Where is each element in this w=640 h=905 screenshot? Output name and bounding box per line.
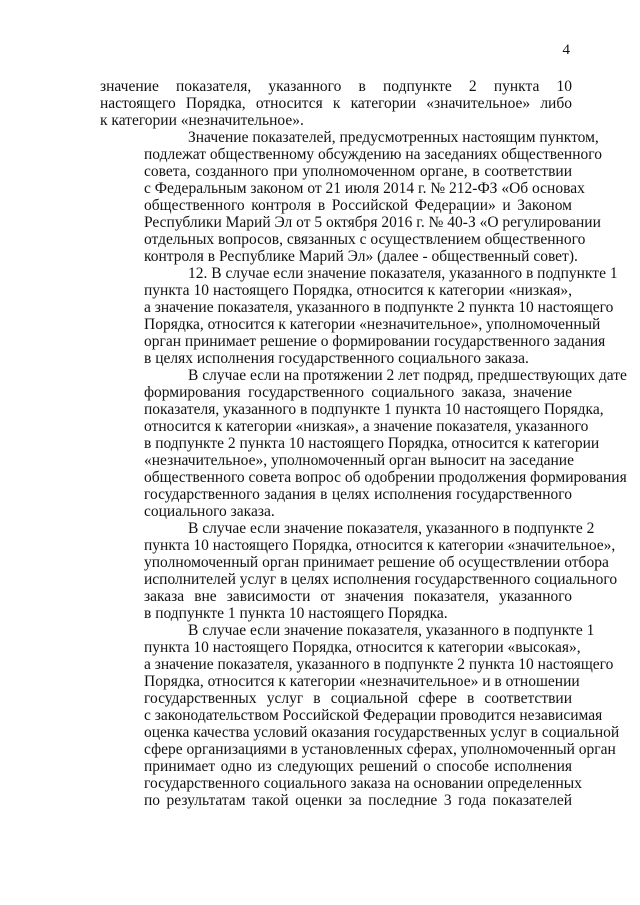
text-line: к категории «незначительное». bbox=[100, 112, 304, 129]
text-line: Значение показателей, предусмотренных настоящим пунктом, bbox=[188, 129, 599, 146]
text-line: сфере организациями в установленных сферах, уполномоченный орган bbox=[144, 741, 616, 758]
text-line: показателя, указанного в подпункте 1 пункта 10 настоящего Порядка, bbox=[144, 401, 604, 418]
paragraph bbox=[100, 367, 627, 520]
text-line: оценка качества условий оказания государственных услуг в социальной bbox=[144, 724, 620, 741]
text-line: в подпункте 2 пункта 10 настоящего Порядка, относится к категории bbox=[144, 435, 600, 452]
text-line: Республики Марий Эл от 5 октября 2016 г. № 40-З «О регулировании bbox=[144, 214, 601, 231]
text-line: пункта 10 настоящего Порядка, относится к категории «значительное», bbox=[144, 537, 616, 554]
text-line: по результатам такой оценки за последние 3 года показателей bbox=[144, 792, 572, 809]
text-line: государственных услуг в социальной сфере в соответствии bbox=[144, 690, 572, 707]
text-line: государственного социального заказа на основании определенных bbox=[144, 775, 582, 792]
text-line: относится к категории «низкая», а значение показателя, указанного bbox=[144, 418, 589, 435]
text-line: Порядка, относится к категории «незначительное», уполномоченный bbox=[144, 316, 601, 333]
text-line: В случае если на протяжении 2 лет подряд, предшествующих дате bbox=[188, 367, 627, 384]
paragraph bbox=[100, 78, 572, 129]
text-line: заказа вне зависимости от значения показателя, указанного bbox=[144, 588, 572, 605]
text-line: совета, созданного при уполномоченном органе, в соответствии bbox=[144, 163, 572, 180]
text-line: а значение показателя, указанного в подпункте 2 пункта 10 настоящего bbox=[144, 299, 614, 316]
text-line: уполномоченный орган принимает решение об осуществлении отбора bbox=[144, 554, 609, 571]
paragraph bbox=[100, 622, 620, 809]
text-line: принимает одно из следующих решений о способе исполнения bbox=[144, 758, 572, 775]
text-line: государственного задания в целях исполнения государственного bbox=[144, 486, 572, 503]
text-line: в целях исполнения государственного социального заказа. bbox=[144, 350, 529, 367]
text-line: формирования государственного социального заказа, значение bbox=[144, 384, 572, 401]
text-line: социального заказа. bbox=[144, 503, 275, 520]
page-number: 4 bbox=[562, 42, 570, 58]
text-line: орган принимает решение о формировании государственного задания bbox=[144, 333, 606, 350]
text-line: пункта 10 настоящего Порядка, относится к категории «высокая», bbox=[144, 639, 581, 656]
text-line: «незначительное», уполномоченный орган выносит на заседание bbox=[144, 452, 574, 469]
paragraph bbox=[100, 129, 602, 265]
text-line: а значение показателя, указанного в подпункте 2 пункта 10 настоящего bbox=[144, 656, 614, 673]
text-line: Порядка, относится к категории «незначительное» и в отношении bbox=[144, 673, 580, 690]
text-line: В случае если значение показателя, указанного в подпункте 2 bbox=[188, 520, 595, 537]
text-line: с законодательством Российской Федерации проводится независимая bbox=[144, 707, 603, 724]
text-line: пункта 10 настоящего Порядка, относится к категории «низкая», bbox=[144, 282, 572, 299]
text-line: общественного совета вопрос об одобрении продолжения формирования bbox=[144, 469, 627, 486]
text-line: контроля в Республике Марий Эл» (далее - общественный совет). bbox=[144, 248, 578, 265]
text-line: настоящего Порядка, относится к категории «значительное» либо bbox=[100, 95, 572, 112]
text-line: с Федеральным законом от 21 июля 2014 г. № 212-ФЗ «Об основах bbox=[144, 180, 585, 197]
paragraph bbox=[100, 520, 618, 622]
text-line: отдельных вопросов, связанных с осуществлением общественного bbox=[144, 231, 586, 248]
text-line: 12. В случае если значение показателя, указанного в подпункте 1 bbox=[188, 265, 618, 282]
text-line: общественного контроля в Российской Федерации» и Законом bbox=[144, 197, 572, 214]
text-line: исполнителей услуг в целях исполнения государственного социального bbox=[144, 571, 618, 588]
paragraph bbox=[100, 265, 618, 367]
text-line: В случае если значение показателя, указанного в подпункте 1 bbox=[188, 622, 595, 639]
text-line: подлежат общественному обсуждению на заседаниях общественного bbox=[144, 146, 602, 163]
document-body bbox=[100, 78, 627, 809]
text-line: в подпункте 1 пункта 10 настоящего Порядка. bbox=[144, 605, 448, 622]
text-line: значение показателя, указанного в подпункте 2 пункта 10 bbox=[100, 78, 572, 95]
